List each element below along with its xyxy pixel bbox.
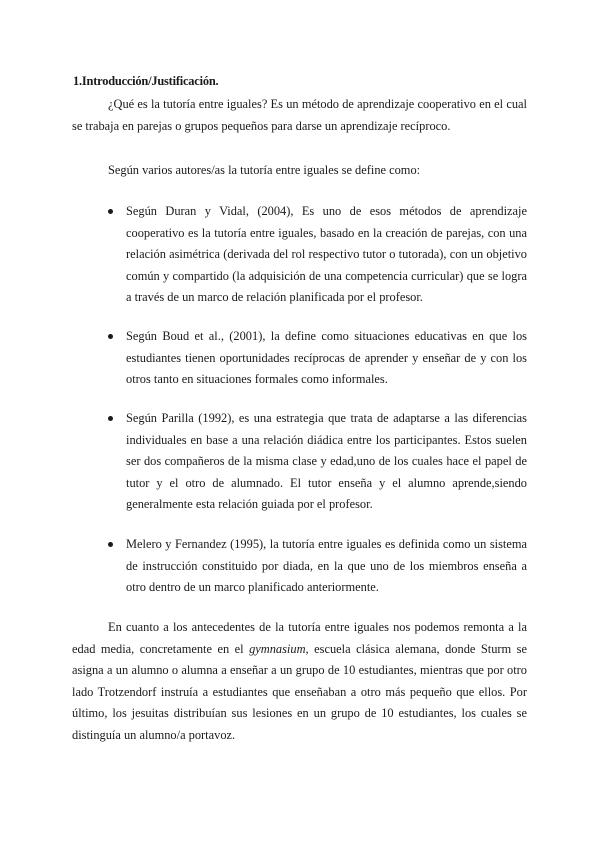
bullet-item-melero-fernandez <box>126 534 527 599</box>
closing-paragraph-italic-term: gymnasium <box>249 641 306 656</box>
bullet-text: Según Boud et al., (2001), la define como situaciones educativas en que los estudiantes tienen oportunidades recíprocas de aprender y enseñar de y con los otros tanto en situaciones formales como informales. <box>126 329 527 386</box>
intro-paragraph: ¿Qué es la tutoría entre iguales? Es un método de aprendizaje cooperativo en el cual se trabaja en parejas o grupos pequeños para darse un aprendizaje recíproco. <box>72 97 527 133</box>
closing-paragraph <box>72 617 527 746</box>
bullet-dot-icon <box>108 209 113 214</box>
closing-paragraph-start: En cuanto a los antecedentes de la tutoría entre iguales nos podemos remonta a la edad media, concretamente en el <box>72 620 527 656</box>
section-heading: 1.Introducción/Justificación. <box>73 74 219 88</box>
bullet-text: Según Duran y Vidal, (2004), Es uno de esos métodos de aprendizaje cooperativo es la tutoría entre iguales, basado en la creación de parejas, con una relación asimétrica (derivada del rol respectivo tutor o tutorada), con un objetivo común y compartido (la adquisición de una competencia curricular) que se logra a través de un marco de relación planificada por el profesor. <box>126 204 527 304</box>
bullet-item-parilla <box>126 408 527 516</box>
closing-paragraph-end: , escuela clásica alemana, donde Sturm se asigna a un alumno o alumna a enseñar a un grupo de 10 estudiantes, mientras que por otro lado Trotzendorf instruía a estudiantes que enseñaban a otro más pequeño que ellos. Por último, los jesuitas distribuían sus lesiones en un grupo de 10 estudiantes, los cuales se distinguía un alumno/a portavoz. <box>72 641 527 742</box>
bullet-dot-icon <box>108 542 113 547</box>
lead-sentence: Según varios autores/as la tutoría entre iguales se define como: <box>108 163 421 177</box>
bullet-text: Melero y Fernandez (1995), la tutoría entre iguales es definida como un sistema de instrucción constituido por diada, en la que uno de los miembros enseña a otro dentro de un marco planificado anteriormente. <box>126 537 527 594</box>
bullet-dot-icon <box>108 334 113 339</box>
bullet-item-boud <box>126 326 527 391</box>
bullet-item-duran-vidal <box>126 201 527 309</box>
bullet-text: Según Parilla (1992), es una estrategia que trata de adaptarse a las diferencias individuales en base a una relación diádica entre los participantes. Estos suelen ser dos compañeros de la misma clase y edad,uno de los cuales hace el papel de tutor y el otro de alumnado. El tutor enseña y el alumno aprende,siendo generalmente esta relación guiada por el profesor. <box>126 411 527 511</box>
bullet-dot-icon <box>108 416 113 421</box>
